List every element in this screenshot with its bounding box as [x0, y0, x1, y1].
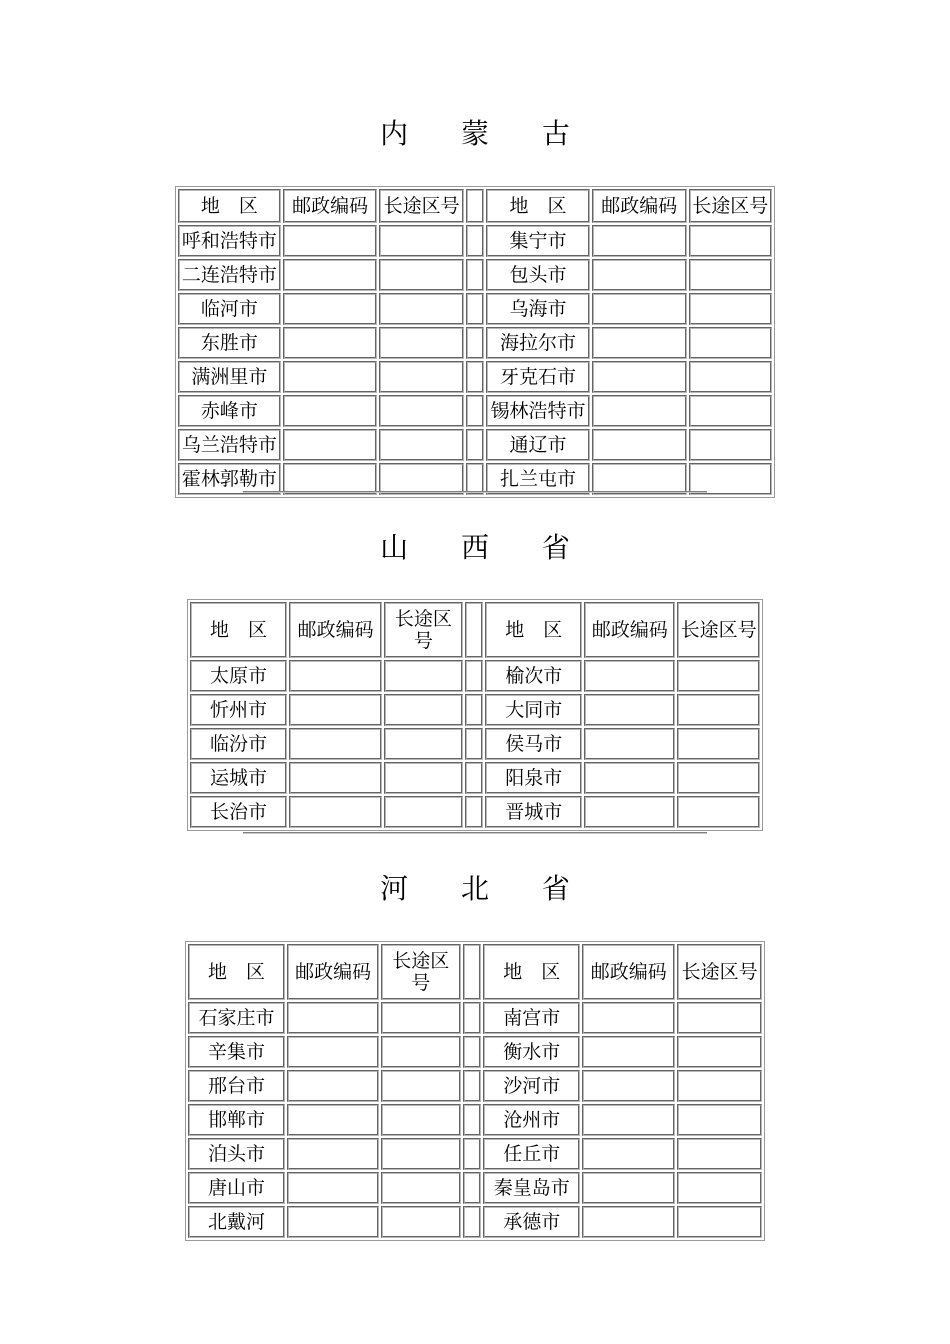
table-row [190, 728, 760, 760]
section-title: 内 蒙 古 [380, 117, 592, 150]
area-code-cell [677, 1002, 762, 1034]
city-name: 承德市 [483, 1206, 580, 1238]
table-row [178, 361, 772, 393]
area-code-cell [384, 762, 463, 794]
spacer-cell [463, 1002, 482, 1034]
table-header-row [188, 944, 762, 1000]
postal-code-cell [584, 660, 675, 692]
area-code-cell [677, 728, 760, 760]
area-code-cell [677, 1104, 762, 1136]
area-code-cell [384, 694, 463, 726]
section-divider [243, 491, 707, 493]
city-name: 忻州市 [190, 694, 287, 726]
city-name: 临河市 [178, 293, 281, 325]
city-name: 侯马市 [485, 728, 582, 760]
header-area-code: 长途区号 [379, 189, 463, 223]
table-row [190, 796, 760, 828]
area-code-cell [381, 1138, 461, 1170]
city-name: 海拉尔市 [486, 327, 590, 359]
area-code-cell [677, 762, 760, 794]
city-name: 乌兰浩特市 [178, 429, 281, 461]
header-region: 地 区 [190, 602, 287, 658]
area-code-cell [381, 1206, 461, 1238]
spacer-cell [466, 293, 484, 325]
header-postal-code: 邮政编码 [582, 944, 675, 1000]
city-name: 泊头市 [188, 1138, 285, 1170]
area-code-cell [677, 694, 760, 726]
area-code-cell [384, 728, 463, 760]
header-postal-code: 邮政编码 [287, 944, 379, 1000]
area-code-cell [384, 796, 463, 828]
city-name: 阳泉市 [485, 762, 582, 794]
spacer-cell [465, 660, 484, 692]
city-name: 长治市 [190, 796, 287, 828]
postal-code-cell [289, 694, 382, 726]
table-row [178, 327, 772, 359]
region-table-shanxi [187, 599, 763, 831]
postal-code-cell [584, 762, 675, 794]
spacer-cell [466, 361, 484, 393]
city-name: 唐山市 [188, 1172, 285, 1204]
spacer-cell [466, 395, 484, 427]
header-area-code: 长途区号 [677, 602, 760, 658]
city-name: 二连浩特市 [178, 259, 281, 291]
postal-code-cell [582, 1206, 675, 1238]
spacer-cell [466, 225, 484, 257]
postal-code-cell [283, 327, 378, 359]
spacer-cell [463, 944, 482, 1000]
spacer-cell [463, 1172, 482, 1204]
area-code-cell [379, 395, 463, 427]
postal-code-cell [283, 225, 378, 257]
postal-code-cell [592, 361, 687, 393]
city-name: 秦皇岛市 [483, 1172, 580, 1204]
postal-code-cell [582, 1104, 675, 1136]
city-name: 任丘市 [483, 1138, 580, 1170]
postal-code-cell [584, 728, 675, 760]
city-name: 霍林郭勒市 [178, 463, 281, 495]
section-title: 河 北 省 [380, 872, 592, 905]
table-header-row [178, 189, 772, 223]
table-row [190, 762, 760, 794]
area-code-cell [379, 327, 463, 359]
area-code-cell [689, 259, 772, 291]
city-name: 集宁市 [486, 225, 590, 257]
area-code-cell [677, 1036, 762, 1068]
table-row [178, 259, 772, 291]
postal-code-cell [592, 259, 687, 291]
spacer-cell [463, 1036, 482, 1068]
header-area-code-label: 长途区号 [394, 608, 452, 652]
postal-code-cell [582, 1036, 675, 1068]
city-name: 沧州市 [483, 1104, 580, 1136]
spacer-cell [463, 1206, 482, 1238]
postal-code-cell [592, 395, 687, 427]
header-postal-code: 邮政编码 [592, 189, 687, 223]
table-row [188, 1104, 762, 1136]
area-code-cell [689, 429, 772, 461]
city-name: 沙河市 [483, 1070, 580, 1102]
region-table-hebei [185, 941, 765, 1241]
table-row [178, 395, 772, 427]
area-code-cell [689, 293, 772, 325]
postal-code-cell [283, 293, 378, 325]
postal-code-cell [287, 1206, 379, 1238]
table-row [188, 1002, 762, 1034]
postal-code-cell [592, 293, 687, 325]
header-postal-code: 邮政编码 [289, 602, 382, 658]
area-code-cell [689, 395, 772, 427]
postal-code-cell [289, 762, 382, 794]
header-area-code [381, 944, 461, 1000]
city-name: 赤峰市 [178, 395, 281, 427]
postal-code-cell [592, 225, 687, 257]
area-code-cell [379, 429, 463, 461]
area-code-cell [689, 225, 772, 257]
postal-code-cell [289, 728, 382, 760]
area-code-cell [379, 225, 463, 257]
spacer-cell [466, 429, 484, 461]
city-name: 晋城市 [485, 796, 582, 828]
city-name: 太原市 [190, 660, 287, 692]
city-name: 衡水市 [483, 1036, 580, 1068]
postal-code-cell [584, 694, 675, 726]
table-row [188, 1070, 762, 1102]
table-row [188, 1036, 762, 1068]
city-name: 锡林浩特市 [486, 395, 590, 427]
spacer-cell [465, 762, 484, 794]
postal-code-cell [582, 1138, 675, 1170]
area-code-cell [381, 1002, 461, 1034]
header-postal-code: 邮政编码 [283, 189, 378, 223]
spacer-cell [466, 327, 484, 359]
city-name: 扎兰屯市 [486, 463, 590, 495]
postal-code-cell [582, 1002, 675, 1034]
postal-code-cell [287, 1172, 379, 1204]
postal-code-cell [582, 1070, 675, 1102]
city-name: 邢台市 [188, 1070, 285, 1102]
area-code-cell [381, 1070, 461, 1102]
city-name: 乌海市 [486, 293, 590, 325]
area-code-cell [379, 361, 463, 393]
table-row [188, 1138, 762, 1170]
table-row [190, 694, 760, 726]
postal-code-cell [283, 429, 378, 461]
city-name: 南宫市 [483, 1002, 580, 1034]
area-code-cell [381, 1104, 461, 1136]
spacer-cell [463, 1070, 482, 1102]
city-name: 通辽市 [486, 429, 590, 461]
postal-code-cell [287, 1002, 379, 1034]
table-row [178, 225, 772, 257]
area-code-cell [689, 361, 772, 393]
header-region: 地 区 [483, 944, 580, 1000]
postal-code-cell [592, 327, 687, 359]
region-table-neimenggu [175, 186, 775, 498]
postal-code-cell [289, 796, 382, 828]
area-code-cell [381, 1172, 461, 1204]
postal-code-cell [283, 395, 378, 427]
section-divider [243, 832, 707, 834]
header-postal-code: 邮政编码 [584, 602, 675, 658]
spacer-cell [466, 259, 484, 291]
city-name: 满洲里市 [178, 361, 281, 393]
postal-code-cell [287, 1036, 379, 1068]
postal-code-cell [289, 660, 382, 692]
header-region: 地 区 [178, 189, 281, 223]
city-name: 邯郸市 [188, 1104, 285, 1136]
spacer-cell [463, 1138, 482, 1170]
spacer-cell [465, 602, 484, 658]
spacer-cell [466, 189, 484, 223]
header-region: 地 区 [485, 602, 582, 658]
table-header-row [190, 602, 760, 658]
city-name: 大同市 [485, 694, 582, 726]
area-code-cell [384, 660, 463, 692]
postal-code-cell [582, 1172, 675, 1204]
header-region: 地 区 [486, 189, 590, 223]
postal-code-cell [584, 796, 675, 828]
area-code-cell [677, 1138, 762, 1170]
table-row [188, 1172, 762, 1204]
area-code-cell [677, 1070, 762, 1102]
city-name: 榆次市 [485, 660, 582, 692]
spacer-cell [465, 728, 484, 760]
area-code-cell [379, 293, 463, 325]
area-code-cell [677, 796, 760, 828]
city-name: 临汾市 [190, 728, 287, 760]
header-area-code [384, 602, 463, 658]
area-code-cell [379, 259, 463, 291]
header-area-code: 长途区号 [677, 944, 762, 1000]
postal-code-cell [287, 1138, 379, 1170]
city-name: 石家庄市 [188, 1002, 285, 1034]
spacer-cell [463, 1104, 482, 1136]
postal-code-cell [283, 361, 378, 393]
area-code-cell [677, 1172, 762, 1204]
area-code-cell [677, 660, 760, 692]
area-code-cell [689, 327, 772, 359]
postal-code-cell [287, 1104, 379, 1136]
table-row [190, 660, 760, 692]
header-area-code: 长途区号 [689, 189, 772, 223]
postal-code-cell [287, 1070, 379, 1102]
header-area-code-label: 长途区号 [392, 950, 450, 994]
header-region: 地 区 [188, 944, 285, 1000]
city-name: 北戴河 [188, 1206, 285, 1238]
table-row [178, 429, 772, 461]
postal-code-cell [283, 259, 378, 291]
city-name: 呼和浩特市 [178, 225, 281, 257]
city-name: 牙克石市 [486, 361, 590, 393]
city-name: 东胜市 [178, 327, 281, 359]
city-name: 运城市 [190, 762, 287, 794]
area-code-cell [677, 1206, 762, 1238]
section-title: 山 西 省 [380, 531, 592, 564]
area-code-cell [381, 1036, 461, 1068]
spacer-cell [465, 796, 484, 828]
table-row [178, 293, 772, 325]
spacer-cell [465, 694, 484, 726]
city-name: 辛集市 [188, 1036, 285, 1068]
city-name: 包头市 [486, 259, 590, 291]
postal-code-cell [592, 429, 687, 461]
table-row [188, 1206, 762, 1238]
